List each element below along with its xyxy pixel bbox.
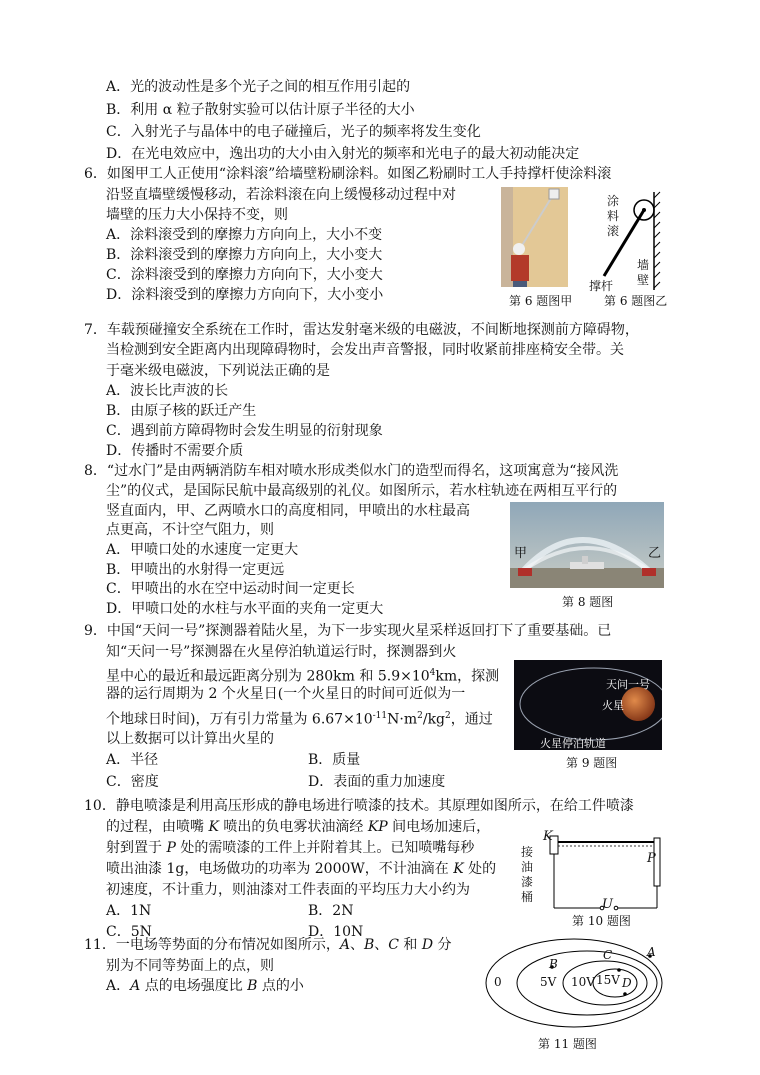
q11-s1-C: C [388, 937, 399, 953]
q5-option-a: A．光的波动性是多个光子之间的相互作用引起的 [106, 79, 411, 95]
q7-option-d: D．传播时不需要介质 [106, 443, 244, 459]
q9-number: 9． [84, 623, 107, 639]
q9-stem5-sup2: 2 [417, 711, 423, 721]
q6-option-d: D．涂料滚受到的摩擦力方向向下，大小变小 [106, 287, 384, 303]
q7-option-b: B．由原子核的跃迁产生 [106, 403, 257, 419]
q10-label-bucket: 接油漆桶 [521, 845, 534, 904]
q8-option-a: A．甲喷口处的水速度一定更大 [106, 542, 299, 558]
q11-s1b: 分 [433, 937, 452, 953]
q8-option-d: D．甲喷口处的水柱与水平面的夹角一定更大 [106, 601, 384, 617]
q10-stem [84, 796, 634, 816]
q9-stem5-b: N·m [387, 711, 418, 728]
q8-label-yi: 乙 [648, 546, 662, 561]
q6-option-b: B．涂料滚受到的摩擦力方向向上，大小变大 [106, 247, 383, 263]
q10-s4b: 处的 [463, 861, 497, 877]
q8-stem-line4: 点更高，不计空气阻力，则 [106, 522, 274, 538]
q10-s3a: 射到置于 [106, 840, 167, 856]
q6-stem-line1: 如图甲工人正使用“涂料滚”给墙壁粉刷涂料。如图乙粉刷时工人手持撑杆使涂料滚 [106, 166, 612, 182]
q11-option-a [106, 976, 304, 996]
q11-a-mid: 点的电场强度比 [140, 978, 248, 994]
q9-label-probe: 天问一号 [606, 678, 650, 691]
q10-caption: 第 10 题图 [572, 914, 631, 928]
q10-option-d: D．10N [308, 924, 364, 940]
q7-stem [84, 320, 639, 340]
q7-stem-line3: 于毫米级电磁波，下列说法正确的是 [106, 363, 330, 379]
q11-s1-D: D [421, 937, 434, 953]
q8-number: 8． [84, 463, 107, 479]
q5-option-d: D．在光电效应中，逸出功的大小由入射光的频率和光电子的最大初动能决定 [106, 146, 580, 162]
q11-a-B: B [247, 978, 258, 994]
q9-caption: 第 9 题图 [566, 756, 618, 770]
q9-option-a: A．半径 [106, 752, 159, 768]
q9-stem5-c: /kg [422, 711, 446, 728]
q9-option-b: B．质量 [308, 752, 361, 768]
q9-label-mars: 火星 [602, 699, 624, 712]
q8-stem-line1: “过水门”是由两辆消防车相对喷水形成类似水门的造型而得名，这项寓意为“接风洗 [106, 463, 619, 479]
q9-stem3-text: 星中心的最近和最远距离分别为 280km 和 5.9×10 [106, 668, 430, 685]
q11-s1-A: A [339, 937, 350, 953]
q10-option-c: C．5N [106, 924, 152, 940]
q10-s4: 喷出油漆 1g，电场做功的功率为 2000W，不计油滴在 [106, 861, 454, 877]
q11-a-pre: A． [106, 978, 131, 994]
q10-stem-line2 [106, 817, 490, 837]
q9-stem3-sup: 4 [429, 668, 436, 678]
q11-caption: 第 11 题图 [538, 1037, 597, 1051]
q11-a-A: A [130, 978, 141, 994]
q6-label-roller: 涂料滚 [607, 194, 620, 238]
q11-label-15v: 15V [596, 973, 620, 987]
q10-label-p: P [647, 851, 656, 866]
q5-option-b: B．利用 α 粒子散射实验可以估计原子半径的大小 [106, 102, 415, 118]
q10-option-b: B．2N [308, 903, 354, 919]
q7-stem-line1: 车载预碰撞安全系统在工作时，雷达发射毫米级的电磁波，不间断地探测前方障碍物， [106, 322, 639, 338]
q10-s2b: 喷出的负电雾状油滴经 [218, 819, 368, 835]
q10-s2k: K [208, 819, 219, 835]
q7-option-a: A．波长比声波的长 [106, 383, 229, 399]
q11-point-d: D [622, 976, 632, 990]
q6-figure-a-photo [501, 187, 568, 287]
q11-s1-sep1: 、 [349, 937, 364, 953]
q6-option-a: A．涂料滚受到的摩擦力方向向上，大小不变 [106, 227, 383, 243]
q9-stem5-sup3: 2 [445, 711, 451, 721]
q11-a-post: 点的小 [257, 978, 304, 994]
q6-stem [84, 164, 611, 184]
q11-s1-B: B [363, 937, 375, 953]
q6-number: 6． [84, 166, 107, 182]
q10-stem-line5: 初速度，不计重力，则油漆对工件表面的平均压力大小约为 [106, 882, 470, 898]
q9-stem-line2: 知“天问一号”探测器在火星停泊轨道运行时，探测器到火 [106, 644, 457, 660]
q10-label-u: U [602, 897, 613, 912]
q8-option-c: C．甲喷出的水在空中运动时间一定更长 [106, 581, 355, 597]
q11-point-b: B [549, 957, 558, 971]
q10-option-a: A．1N [106, 903, 152, 919]
q9-stem3-text-b: km，探测 [435, 668, 500, 685]
q9-stem5-sup: -11 [372, 711, 388, 721]
q9-stem-line4: 器的运行周期为 2 个火星日(一个火星日的时间可近似为一 [106, 686, 466, 702]
q8-option-b: B．甲喷出的水射得一定更远 [106, 562, 285, 578]
q6-option-c: C．涂料滚受到的摩擦力方向向下，大小变大 [106, 267, 383, 283]
q10-stem-line3 [106, 838, 474, 858]
q9-stem-line6: 以上数据可以计算出火星的 [106, 731, 274, 747]
q11-point-a: A [647, 945, 656, 959]
q10-s2kp: KP [367, 819, 388, 835]
q10-s4k: K [453, 861, 464, 877]
q8-stem-line2: 尘”的仪式，是国际民航中最高级别的礼仪。如图所示，若水柱轨迹在两相互平行的 [106, 483, 618, 499]
q7-number: 7． [84, 322, 107, 338]
q11-label-0: 0 [494, 975, 502, 989]
q11-s1-sep2: 、 [374, 937, 389, 953]
q9-option-c: C．密度 [106, 774, 159, 790]
q11-number: 11． [84, 937, 116, 953]
q10-number: 10． [84, 798, 116, 814]
q10-s2a: 的过程，由喷嘴 [106, 819, 209, 835]
q6-label-wall: 墙壁 [637, 258, 650, 287]
q9-option-d: D．表面的重力加速度 [308, 774, 446, 790]
q9-stem-line1: 中国“天问一号”探测器着陆火星，为下一步实现火星采样返回打下了重要基础。已 [106, 623, 612, 639]
q9-stem5-a: 个地球日时间)，万有引力常量为 6.67×10 [106, 711, 373, 728]
q8-caption: 第 8 题图 [562, 595, 614, 609]
q11-label-5v: 5V [540, 975, 557, 989]
q10-s3b: 处的需喷漆的工件上并附着其上。已知喷嘴每秒 [175, 840, 475, 856]
q6-label-pole: 撑杆 [589, 279, 614, 293]
q6-stem-line3: 墙壁的压力大小保持不变，则 [106, 207, 288, 223]
q9-stem5-d: ，通过 [450, 711, 493, 728]
q5-option-c: C．入射光子与晶体中的电子碰撞后，光子的频率将发生变化 [106, 124, 481, 140]
q11-point-c: C [603, 948, 613, 962]
q7-stem-line2: 当检测到安全距离内出现障碍物时，会发出声音警报，同时收紧前排座椅安全带。关 [106, 342, 624, 358]
q7-option-c: C．遇到前方障碍物时会发生明显的衍射现象 [106, 423, 383, 439]
q11-s1-sep3: 和 [398, 937, 422, 953]
q10-stem-line4 [106, 859, 496, 879]
q6-stem-line2: 沿竖直墙壁缓慢移动，若涂料滚在向上缓慢移动过程中对 [106, 187, 456, 203]
q9-stem [84, 621, 611, 641]
q9-label-orbit: 火星停泊轨道 [540, 737, 606, 750]
q10-s3p: P [166, 840, 176, 856]
q10-label-k: K [543, 829, 553, 844]
q11-stem-line2: 别为不同等势面上的点，则 [106, 958, 274, 974]
q6-caption-b: 第 6 题图乙 [604, 294, 668, 308]
q10-s2c: 间电场加速后， [387, 819, 491, 835]
q8-label-jia: 甲 [514, 546, 528, 561]
q11-stem [84, 935, 452, 955]
q10-stem-line1: 静电喷漆是利用高压形成的静电场进行喷漆的技术。其原理如图所示，在给工件喷漆 [115, 798, 634, 814]
q9-stem-line5 [106, 706, 493, 730]
q8-figure-photo [510, 502, 664, 588]
q11-s1a: 一电场等势面的分布情况如图所示， [115, 937, 340, 953]
q6-caption-a: 第 6 题图甲 [509, 294, 573, 308]
q11-label-10v: 10V [571, 975, 595, 989]
q8-stem [84, 461, 618, 481]
q8-stem-line3: 竖直面内，甲、乙两喷水口的高度相同，甲喷出的水柱最高 [106, 503, 470, 519]
